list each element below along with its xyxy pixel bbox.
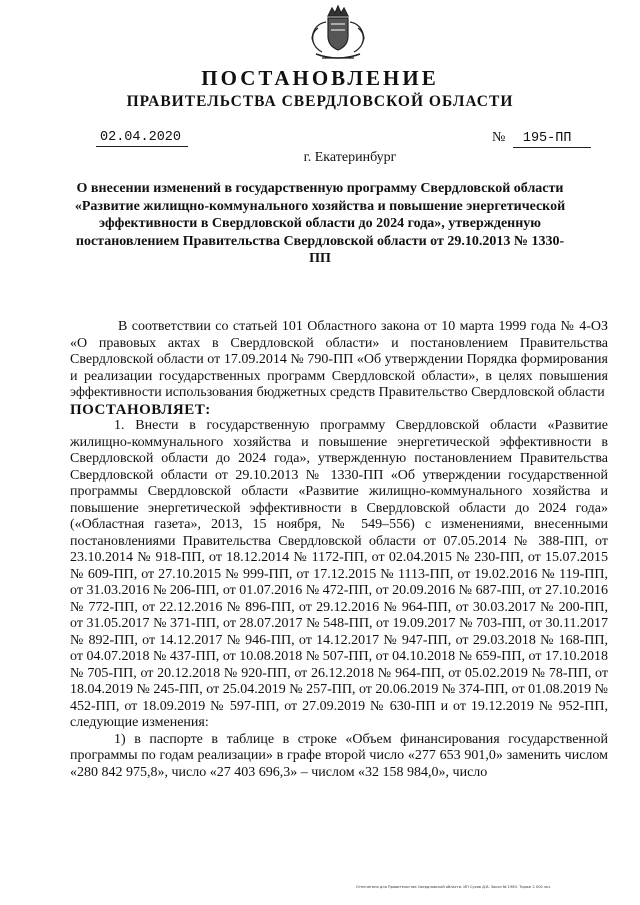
preamble-paragraph: В соответствии со статьей 101 Областного закона от 10 марта 1999 года № 4-ОЗ «О правовых актах в Свердловской области» и постановлением Правительства Свердловской области от 17.09.2014 № 790-ПП «Об утверждении Порядка формирования и реализации государственных программ Свердловской области», в целях повышения эффективности использования бюджетных средств Правительство Свердловской области	[70, 319, 608, 400]
document-date: 02.04.2020	[96, 130, 188, 147]
item-1-1-paragraph: 1) в паспорте в таблице в строке «Объем финансирования государственной программы по годам реализации» в графе второй число «277 653 901,0» заменить числом «280 842 975,8», число «27 403 696,3» – числом «32 158 984,0», число	[70, 731, 608, 780]
document-number: 195-ПП	[513, 131, 592, 148]
print-footer: Отпечатано для Правительства Свердловской области. ИП Сухов Д.В. Заказ № 1963. Тираж 2 000 экз.	[356, 885, 552, 889]
coat-of-arms-icon	[300, 4, 376, 66]
document-title: ПОСТАНОВЛЕНИЕ	[201, 66, 439, 90]
city: г. Екатеринбург	[303, 150, 397, 165]
document-heading: О внесении изменений в государственную программу Свердловской области «Развитие жилищно-коммунального хозяйства и повышение энергетической эффективности в Свердловской области до 2024 года», утвержденную постановлением Правительства Свердловской области от 29.10.2013 № 1330-ПП	[74, 181, 566, 267]
number-sign: №	[492, 130, 506, 145]
document-subtitle: ПРАВИТЕЛЬСТВА СВЕРДЛОВСКОЙ ОБЛАСТИ	[126, 93, 514, 110]
decree-word: ПОСТАНОВЛЯЕТ:	[70, 401, 211, 418]
item-1-paragraph: 1. Внести в государственную программу Свердловской области «Развитие жилищно-коммунального хозяйства и повышение энергетической эффективности в Свердловской области до 2024 года», утвержденную постановлением Правительства Свердловской области от 29.10.2013 № 1330-ПП «Об утверждении государственной программы Свердловской области «Развитие жилищно-коммунального хозяйства и повышение энергетической эффективности в Свердловской области до 2024 года» («Областная газета», 2013, 15 ноября, № 549–556) с изменениями, внесенными постановлениями Правительства Свердловской области от 07.05.2014 № 388-ПП, от 23.10.2014 № 918-ПП, от 18.12.2014 № 1172-ПП, от 02.04.2015 № 230-ПП, от 15.07.2015 № 609-ПП, от 27.10.2015 № 999-ПП, от 17.12.2015 № 1113-ПП, от 19.02.2016 № 119-ПП, от 31.03.2016 № 206-ПП, от 01.07.2016 № 472-ПП, от 20.09.2016 № 687-ПП, от 27.10.2016 № 772-ПП, от 22.12.2016 № 896-ПП, от 29.12.2016 № 964-ПП, от 30.03.2017 № 200-ПП, от 31.05.2017 № 371-ПП, от 28.07.2017 № 548-ПП, от 19.09.2017 № 703-ПП, от 30.11.2017 № 892-ПП, от 14.12.2017 № 946-ПП, от 14.12.2017 № 947-ПП, от 29.03.2018 № 168-ПП, от 04.07.2018 № 437-ПП, от 10.08.2018 № 507-ПП, от 04.10.2018 № 659-ПП, от 17.10.2018 № 705-ПП, от 20.12.2018 № 920-ПП, от 26.12.2018 № 964-ПП, от 05.02.2019 № 78-ПП, от 18.04.2019 № 245-ПП, от 25.04.2019 № 257-ПП, от 20.06.2019 № 374-ПП, от 01.08.2019 № 452-ПП, от 18.09.2019 № 597-ПП, от 27.09.2019 № 630-ПП и от 19.12.2019 № 952-ПП, следующие изменения:	[70, 418, 608, 730]
document-body	[70, 319, 608, 781]
document-number-block	[492, 130, 591, 148]
